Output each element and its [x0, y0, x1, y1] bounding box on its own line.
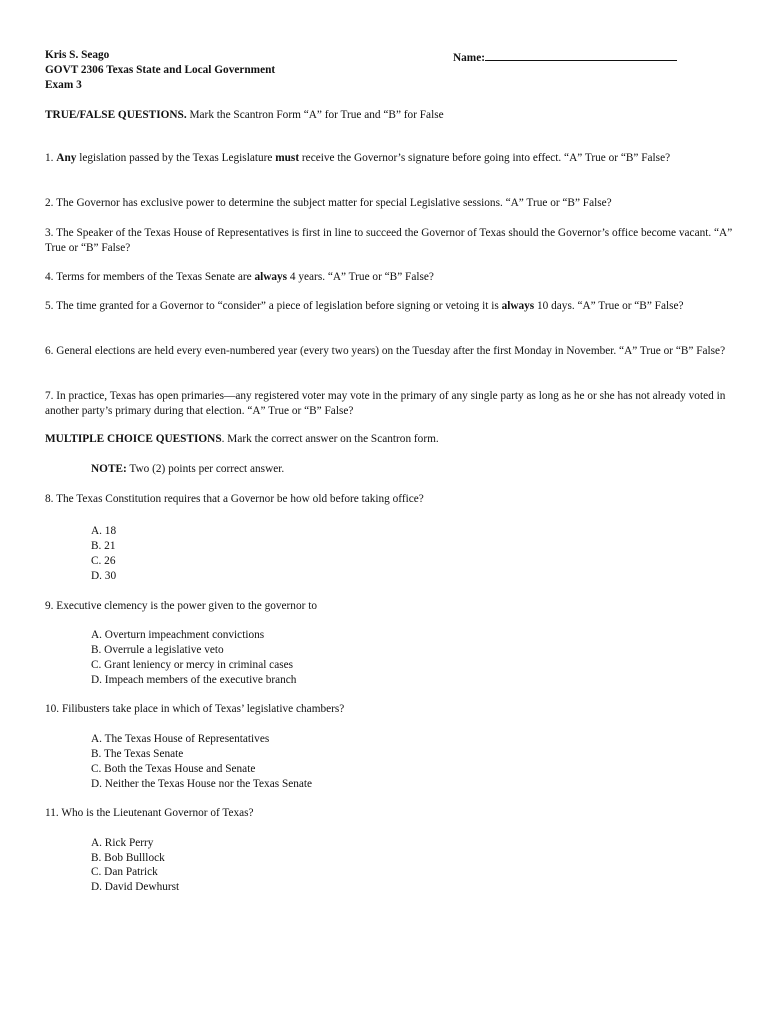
question-10: 10. Filibusters take place in which of Texas’ legislative chambers? — [45, 703, 345, 715]
name-blank-line — [485, 48, 677, 61]
name-label: Name: — [453, 52, 485, 64]
note — [91, 462, 284, 477]
question-2: 2. The Governor has exclusive power to determine the subject matter for special Legislative sessions. “A” True or “B” False? — [45, 197, 612, 209]
option-9c: C. Grant leniency or mercy in criminal cases — [91, 659, 294, 671]
note-label: NOTE: — [91, 463, 127, 475]
section-heading: MULTIPLE CHOICE QUESTIONS — [45, 433, 222, 445]
option-9b: B. Overrule a legislative veto — [91, 644, 224, 656]
multiple-choice-heading — [45, 432, 735, 447]
option-8c: C. 26 — [91, 555, 116, 567]
course-title: GOVT 2306 Texas State and Local Government — [45, 64, 276, 76]
question-5: 5. The time granted for a Governor to “consider” a piece of legislation before signing or vetoing it is always 10 days. “A” True or “B” False? — [45, 300, 684, 312]
question-6: 6. General elections are held every even-numbered year (every two years) on the Tuesday after the first Monday in November. “A” True or “B” False? — [45, 345, 726, 357]
option-11a: A. Rick Perry — [91, 837, 154, 849]
option-8d: D. 30 — [91, 570, 117, 582]
question-8: 8. The Texas Constitution requires that a Governor be how old before taking office? — [45, 493, 424, 505]
option-10b: B. The Texas Senate — [91, 748, 184, 760]
option-9a: A. Overturn impeachment convictions — [91, 629, 265, 641]
question-1: 1. Any legislation passed by the Texas Legislature must receive the Governor’s signature before going into effect. “A” True or “B” False? — [45, 152, 671, 164]
option-10d: D. Neither the Texas House nor the Texas Senate — [91, 778, 313, 790]
true-false-heading — [45, 108, 735, 123]
author-name: Kris S. Seago — [45, 49, 110, 61]
question-4: 4. Terms for members of the Texas Senate are always 4 years. “A” True or “B” False? — [45, 271, 434, 283]
option-8a: A. 18 — [91, 525, 117, 537]
option-11c: C. Dan Patrick — [91, 866, 158, 878]
option-8b: B. 21 — [91, 540, 116, 552]
option-11d: D. David Dewhurst — [91, 881, 180, 893]
question-3: 3. The Speaker of the Texas House of Representatives is first in line to succeed the Governor of Texas should the Governor’s office become vacant. “A” True or “B” False? — [45, 227, 733, 254]
option-10c: C. Both the Texas House and Senate — [91, 763, 256, 775]
question-7: 7. In practice, Texas has open primaries—any registered voter may vote in the primary of any single party as long as he or she has not already voted in another party’s primary during that election. “A” True or “B” False? — [45, 390, 726, 417]
name-field — [453, 48, 677, 66]
section-instruction: Mark the Scantron Form “A” for True and “B” for False — [186, 109, 444, 121]
option-9d: D. Impeach members of the executive branch — [91, 674, 297, 686]
option-11b: B. Bob Bulllock — [91, 852, 165, 864]
option-10a: A. The Texas House of Representatives — [91, 733, 270, 745]
section-heading: TRUE/FALSE QUESTIONS. — [45, 109, 187, 121]
question-9: 9. Executive clemency is the power given to the governor to — [45, 600, 317, 612]
exam-title: Exam 3 — [45, 79, 82, 91]
section-instruction: . Mark the correct answer on the Scantron form. — [221, 433, 439, 445]
note-text: Two (2) points per correct answer. — [126, 463, 285, 475]
question-11: 11. Who is the Lieutenant Governor of Texas? — [45, 807, 254, 819]
